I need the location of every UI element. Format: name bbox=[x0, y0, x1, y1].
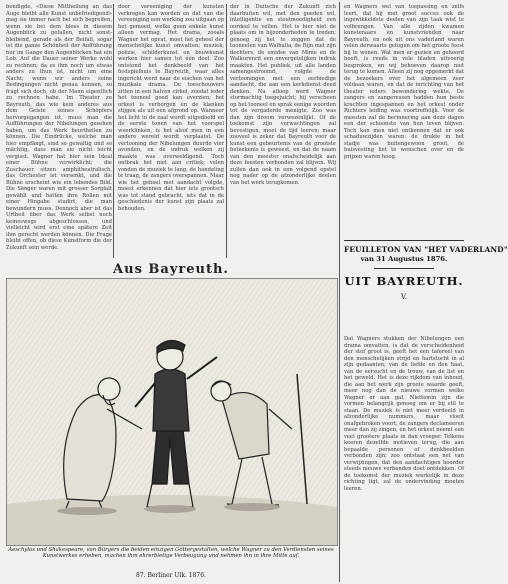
column-divider bbox=[226, 4, 227, 258]
feuilleton-header bbox=[344, 240, 508, 301]
article-column-3: der in Duitsche der Zukunft zich daarbuiten wil, met den goeden wil, intelligentie en stoutmoedigheid een oordeel te vellen. Het is hier niet de plaats om in bijzonderheden te treden; genoeg zij het te zeggen dat de tooneelen van Walhalla, de Rijn met zijn dochters, de smidse van Mime en de Walkurenrit een onvergetelijken indruk maakten. Het publiek, uit alle landen samengestroomd, volgde de vertooningen met een eerbiedige aandacht, die aan een kerkdienst deed denken. Na afloop werd Wagner stormachtig toegejuicht; hij verscheen op het tooneel en sprak eenige woorden tot de vergaderde menigte. Zoo was dan zijn droom verwezenlijkt. Of de toekomst zijn verwachtingen zal bevestigen, moet de tijd leeren; maar zooveel is zeker dat Bayreuth voor de kunst een gebeurtenis van de grootste beteekenis is geweest, en dat de naam van den meester onafscheidelijk aan deze feesten verbonden zal blijven. Wij zullen dan ook in een volgend opstel nog nader op de afzonderlijke deelen van het werk terugkomen. bbox=[230, 4, 336, 186]
divider bbox=[374, 268, 434, 269]
cartoon-source: 87. Berliner Ulk. 1876. bbox=[136, 572, 206, 579]
column-divider bbox=[113, 4, 114, 258]
column-divider bbox=[339, 2, 340, 582]
cartoon-illustration bbox=[6, 278, 338, 546]
cartoon-caption: Aeschylos und Shakespeare, von Bürgers die beiden einzigen Göttergestalten, welche Wagner zu den Verdiensten seines Kunstwerkes erheben, machen ihm ehrerbietige Verbeugung und nehmen ihn in ihre Mitte auf. bbox=[8, 547, 334, 560]
feuilleton-body: Dat Wagners stukken der Nibelungen een drama omvatten, is dat de verscheidenheid der stof groot is, geeft het een tafereel van den menschelijken strijd en hartstocht in al zijn gedaanten; van de liefde en den haat, van de eerzucht en de trouw, van de list en het geweld. Het is deze rijkdom van inhoud, die aan het werk zijn groote waarde geeft, meer nog dan de nieuwe vormen welke Wagner er aan gaf. Niettemin zijn die vormen belangrijk genoeg om er bij stil te staan. De muziek is niet meer verdeeld in afzonderlijke nummers, maar vloeit onafgebroken voort; de zangers declameeren meer dan zij zingen, en het orkest neemt een veel grootere plaats in dan vroeger. Telkens keeren dezelfde motieven terug, die aan bepaalde personen of denkbeelden verbonden zijn; zoo ontstaat een net van verwijzingen, dat den aandachtigen hoorder steeds nieuwe verbanden doet ontdekken. Of de toekomst der muziek werkelijk in deze richting ligt, zal de ondervinding moeten leeren. bbox=[344, 336, 464, 492]
cartoon-title: Aus Bayreuth. bbox=[113, 262, 229, 277]
article-column-2: door vereeniging der kunsten verkregen kan worden en dat van die vereeniging een werking zou uitgaan op het gemoed, welke geen enkele kunst alleen vermag. Het drama, zooals Wagner het opvat, moet het geheel der menschelijke kunst omvatten; muziek, poëzie, schilderkunst en bouwkunst werken hier samen tot één doel. Zoo ontstond het denkbeeld van het festspielhuis te Bayreuth, waar alles ingericht werd naar de eischen van het muzikale drama. De toeschouwers zitten in een halven cirkel, zoodat ieder het tooneel goed kan overzien; het orkest is verborgen en de klanken stijgen als uit een afgrond op. Wanneer het licht in de zaal wordt uitgedoofd en de eerste tonen van het voorspel weerklinken, is het alsof men in een andere wereld wordt verplaatst. De vertooning der Nibelungen duurde vier avonden, en de indruk welken zij maakte was overweldigend. Toch ontbrak het niet aan critiek; velen vonden de muziek te lang, de handeling te traag, de zangers overspannen. Maar wie het geheel met aandacht volgde, moest erkennen dat hier iets grootsch was tot stand gebracht, iets dat in de geschiedenis der kunst zijn plaats zal behouden. bbox=[118, 4, 225, 212]
feuilleton-date: van 31 Augustus 1876. bbox=[360, 255, 448, 263]
article-title: UIT BAYREUTH. bbox=[344, 274, 464, 288]
section-number: V. bbox=[400, 293, 408, 301]
article-column-4: en Wagners wel van toepassing en zelfs leert, dat hij met groot succes ook de ingewikkeldste deelen van zijn taak wist te volbrengen. Van alle zijden kwamen kunstenaars en kunstvrienden naar Bayreuth, en ook uit ons vaderland waren velen derwaarts getogen om het groote feest bij te wonen. Wat men er gezien en gehoord heeft, is reeds in vele bladen uitvoerig besproken, en wij behoeven daarop niet terug te komen. Alleen zij nog opgemerkt dat de bezoekers over het algemeen zeer voldaan waren, en dat de inrichting van het theater ieders bewondering wekte. De zangers en zangeressen hadden hun beste krachten ingespannen en het orkest onder Richters leiding was voortreffelijk. Voor de meesten zal de herinnering aan deze dagen een der schoonste van hun leven blijven. Toch kan men niet ontkennen dat er ook schaduwzijden waren: de drukte in het stadje was buitengewoon groot, de huisvesting liet te wenschen over en de prijzen waren hoog. bbox=[344, 4, 464, 160]
article-column-1: bendigde, «Diese Mittheilung an das Auge bleibt alle Kunst unbefriedigend» mag sie immer nach bei sich begreifen, wenn sie bei dem bloss in diesem Augenblick zu gefallen, nicht sonst-bleibend, gerade als der Beifall, sogar ist die ganze Schönheit der Aufführung nur im Gange den Augenblicken hat ein Lob. Auf die Dauer seiner Werke wohl zu rechnen; da es ihm noch um etwas anders zu thun ist, nicht um eine Nacht; wenn wir anders seine Bedingungen nicht genau kennen, so fragt sich doch, ob der Mann eigentlich zu rechnen habe. Im Theater zu Bayreuth, das wie kein anderes aus dem Geiste seines Schöpfers hervorgegangen ist, muss man die Aufführungen der Nibelungen gesehen haben, um das Werk beurtheilen zu können. Die Eindrücke, welche man hier empfängt, sind so gewaltig und so mächtig, dass man sie nicht leicht vergisst. Wagner hat hier sein Ideal einer Bühne verwirklicht; die Zuschauer sitzen amphitheatralisch, das Orchester ist versenkt, und die Bühne erscheint wie ein lebendes Bild. Die Sänger waren mit grosser Sorgfalt gewählt und hatten ihre Rollen mit einer Hingabe studirt, die man bewundern muss. Dennoch aber ist das Urtheil über das Werk selbst noch keineswegs abgeschlossen, und vielleicht wird erst eine spätere Zeit ihm gerecht werden können. Die Frage bleibt offen, ob diese Kunstform die der Zukunft sein werde. bbox=[6, 4, 112, 251]
feuilleton-heading: FEUILLETON VAN "HET VADERLAND" bbox=[344, 245, 508, 254]
